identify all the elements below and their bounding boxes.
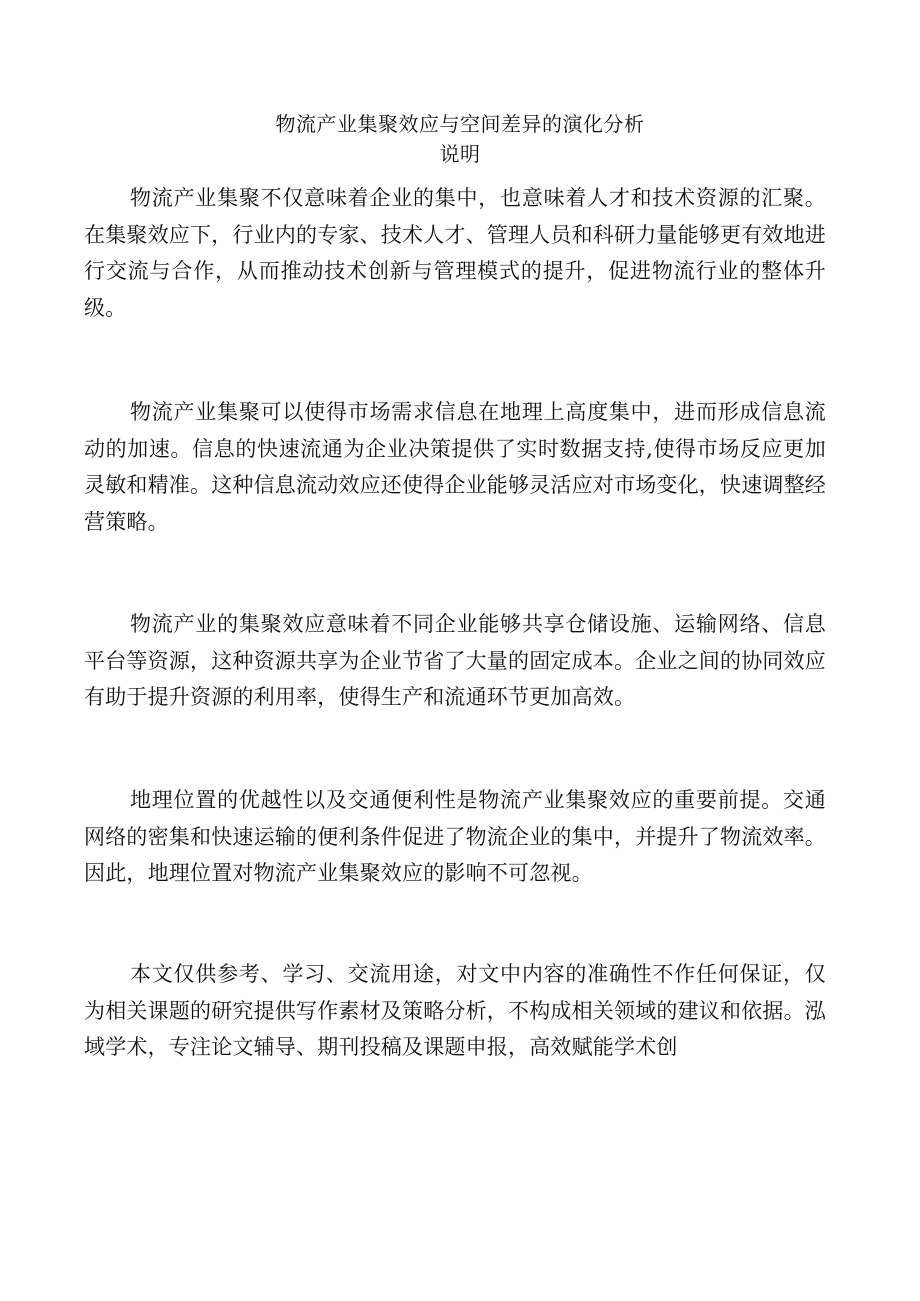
document-title: 物流产业集聚效应与空间差异的演化分析	[275, 112, 645, 136]
paragraph-geographic-location: 地理位置的优越性以及交通便利性是物流产业集聚效应的重要前提。交通网络的密集和快速运输的便利条件促进了物流企业的集中，并提升了物流效率。因此，地理位置对物流产业集聚效应的影响不可忽视。	[84, 788, 826, 885]
paragraph-information-flow: 物流产业集聚可以使得市场需求信息在地理上高度集中，进而形成信息流动的加速。信息的快速流通为企业决策提供了实时数据支持,使得市场反应更加灵敏和精准。这种信息流动效应还使得企业能够灵活应对市场变化，快速调整经营策略。	[84, 400, 826, 534]
paragraph-talent-aggregation: 物流产业集聚不仅意味着企业的集中，也意味着人才和技术资源的汇聚。在集聚效应下，行业内的专家、技术人才、管理人员和科研力量能够更有效地进行交流与合作，从而推动技术创新与管理模式的提升，促进物流行业的整体升级。	[84, 186, 826, 320]
paragraph-resource-sharing: 物流产业的集聚效应意味着不同企业能够共享仓储设施、运输网络、信息平台等资源，这种资源共享为企业节省了大量的固定成本。企业之间的协同效应有助于提升资源的利用率，使得生产和流通环节更加高效。	[84, 612, 826, 709]
paragraph-disclaimer: 本文仅供参考、学习、交流用途，对文中内容的准确性不作任何保证，仅为相关课题的研究提供写作素材及策略分析，不构成相关领域的建议和依据。泓域学术，专注论文辅导、期刊投稿及课题申报，高效赋能学术创	[84, 962, 826, 1059]
document-subtitle: 说明	[439, 142, 481, 166]
